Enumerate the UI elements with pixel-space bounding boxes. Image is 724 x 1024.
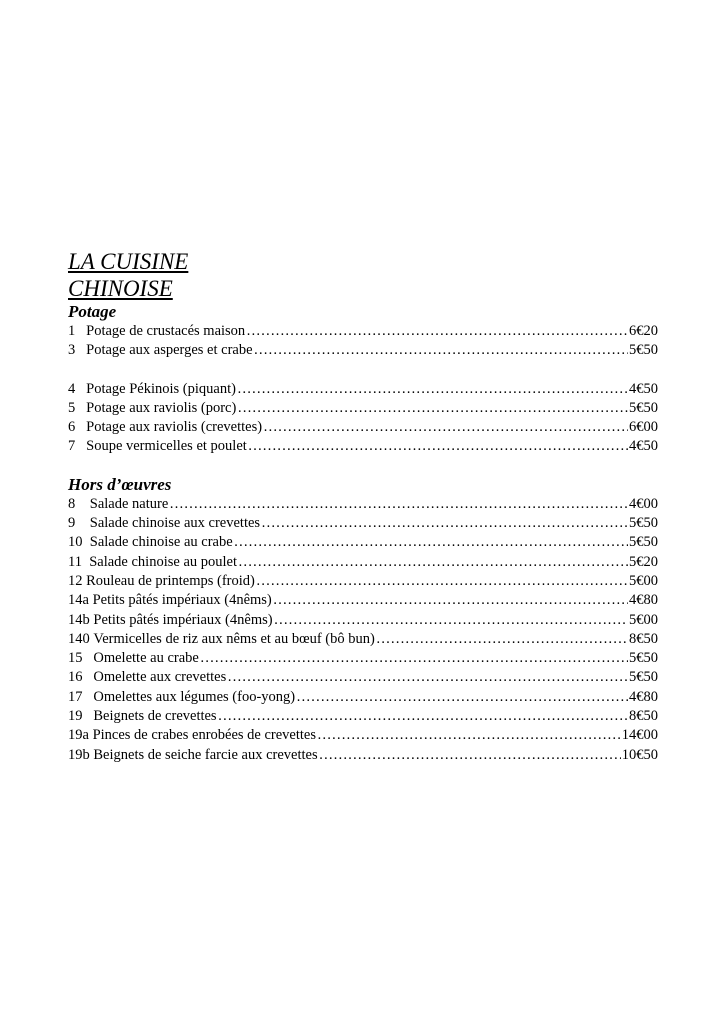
item-price: 5€00	[629, 572, 658, 589]
menu-page	[68, 248, 658, 765]
item-list	[68, 322, 658, 457]
dot-leader	[263, 418, 628, 437]
item-number: 3	[68, 342, 76, 359]
item-number: 15	[68, 650, 83, 667]
dot-leader	[237, 380, 628, 399]
item-spacer	[83, 707, 94, 726]
item-spacer	[75, 341, 86, 360]
dot-leader	[376, 630, 628, 649]
menu-item	[68, 322, 658, 341]
item-name: Salade chinoise aux crevettes	[89, 515, 261, 532]
item-price: 6€00	[629, 419, 658, 436]
dot-leader	[317, 726, 621, 745]
menu-item	[68, 611, 658, 630]
item-price: 4€80	[629, 688, 658, 705]
dot-leader	[234, 533, 628, 552]
item-number: 5	[68, 399, 76, 416]
menu-item	[68, 649, 658, 668]
dot-leader	[238, 553, 628, 572]
dot-leader	[227, 668, 628, 687]
dot-leader	[261, 514, 628, 533]
item-name: Beignets de crevettes	[93, 708, 217, 725]
item-name: Potage aux raviolis (crevettes)	[86, 419, 263, 436]
menu-item	[68, 726, 658, 745]
item-name: Rouleau de printemps (froid)	[86, 572, 255, 589]
item-price: 10€50	[621, 746, 658, 763]
item-spacer	[83, 649, 94, 668]
item-name: Omelettes aux légumes (foo-yong)	[93, 688, 296, 705]
item-price: 5€20	[629, 553, 658, 570]
menu-item	[68, 688, 658, 707]
item-number: 6	[68, 419, 76, 436]
dot-leader	[296, 688, 628, 707]
section-heading: Potage	[68, 302, 117, 321]
item-price: 4€00	[629, 495, 658, 512]
item-number: 14a	[68, 592, 89, 609]
menu-item	[68, 668, 658, 687]
item-price: 5€50	[629, 534, 658, 551]
item-number: 9	[68, 515, 76, 532]
menu-item	[68, 514, 658, 533]
menu-item	[68, 399, 658, 418]
item-spacer	[75, 399, 86, 418]
item-spacer	[82, 553, 89, 572]
item-spacer	[83, 688, 94, 707]
item-name: Potage aux raviolis (porc)	[86, 399, 237, 416]
item-name: Pinces de crabes enrobées de crevettes	[92, 727, 316, 744]
item-spacer	[75, 380, 86, 399]
item-number: 11	[68, 553, 82, 570]
item-name: Salade chinoise au crabe	[89, 534, 233, 551]
dot-leader	[169, 495, 628, 514]
menu-item	[68, 437, 658, 456]
dot-leader	[246, 322, 628, 341]
dot-leader	[273, 591, 628, 610]
menu-item	[68, 572, 658, 591]
menu-item	[68, 341, 658, 360]
item-name: Omelette au crabe	[93, 650, 199, 667]
dot-leader	[319, 746, 621, 765]
menu-item	[68, 591, 658, 610]
item-number: 17	[68, 688, 83, 705]
item-price: 6€20	[629, 323, 658, 339]
item-name: Beignets de seiche farcie aux crevettes	[93, 746, 318, 763]
menu-item	[68, 630, 658, 649]
item-spacer	[75, 514, 90, 533]
menu-item	[68, 533, 658, 552]
item-name: Potage Pékinois (piquant)	[86, 380, 236, 397]
dot-leader	[256, 572, 628, 591]
section-potage	[68, 302, 658, 457]
item-price: 4€80	[629, 592, 658, 609]
item-name: Salade nature	[89, 495, 169, 512]
item-price: 5€50	[629, 399, 658, 416]
item-spacer	[83, 668, 94, 687]
item-number: 4	[68, 380, 76, 397]
item-spacer	[75, 322, 86, 341]
item-number: 19	[68, 708, 83, 725]
dot-leader	[218, 707, 628, 726]
item-price: 5€00	[629, 611, 658, 628]
item-number: 7	[68, 438, 76, 455]
menu-item	[68, 380, 658, 399]
dot-leader	[237, 399, 628, 418]
item-number: 140	[68, 630, 90, 647]
menu-title-line-2: CHINOISE	[68, 276, 173, 301]
item-name: Vermicelles de riz aux nêms et au bœuf (bô bun)	[93, 630, 375, 647]
item-price: 5€50	[629, 515, 658, 532]
menu-item	[68, 746, 658, 765]
menu-item	[68, 495, 658, 514]
item-price: 5€50	[629, 669, 658, 686]
item-name: Salade chinoise au poulet	[89, 553, 237, 570]
dot-leader	[200, 649, 628, 668]
item-number: 14b	[68, 611, 90, 628]
dot-leader	[254, 341, 628, 360]
section-hors-doeuvres	[68, 475, 658, 765]
item-list	[68, 495, 658, 765]
item-number: 16	[68, 669, 83, 686]
item-name: Petits pâtés impériaux (4nêms)	[93, 611, 273, 628]
menu-item	[68, 553, 658, 572]
item-price: 5€50	[629, 650, 658, 667]
item-price: 8€50	[629, 708, 658, 725]
item-spacer	[83, 533, 90, 552]
item-number: 10	[68, 534, 83, 551]
section-heading: Hors d’œuvres	[68, 474, 172, 494]
item-name: Petits pâtés impériaux (4nêms)	[92, 592, 272, 609]
item-spacer	[75, 418, 86, 437]
dot-leader	[274, 611, 628, 630]
item-number: 19b	[68, 746, 90, 763]
item-spacer	[75, 437, 86, 456]
item-number: 8	[68, 495, 76, 512]
item-name: Potage aux asperges et crabe	[86, 342, 253, 359]
item-spacer	[75, 495, 90, 514]
item-price: 4€50	[629, 380, 658, 397]
item-name: Omelette aux crevettes	[93, 669, 227, 686]
dot-leader	[248, 437, 628, 456]
item-price: 14€00	[621, 727, 658, 744]
menu-title-line-1: LA CUISINE	[68, 249, 189, 274]
item-number: 1	[68, 323, 76, 339]
item-price: 4€50	[629, 438, 658, 455]
item-price: 8€50	[629, 630, 658, 647]
item-number: 19a	[68, 727, 89, 744]
item-name: Soupe vermicelles et poulet	[86, 438, 247, 455]
menu-item	[68, 707, 658, 726]
item-price: 5€50	[629, 342, 658, 359]
menu-item	[68, 418, 658, 437]
item-name: Potage de crustacés maison	[86, 323, 246, 339]
item-number: 12	[68, 572, 83, 589]
